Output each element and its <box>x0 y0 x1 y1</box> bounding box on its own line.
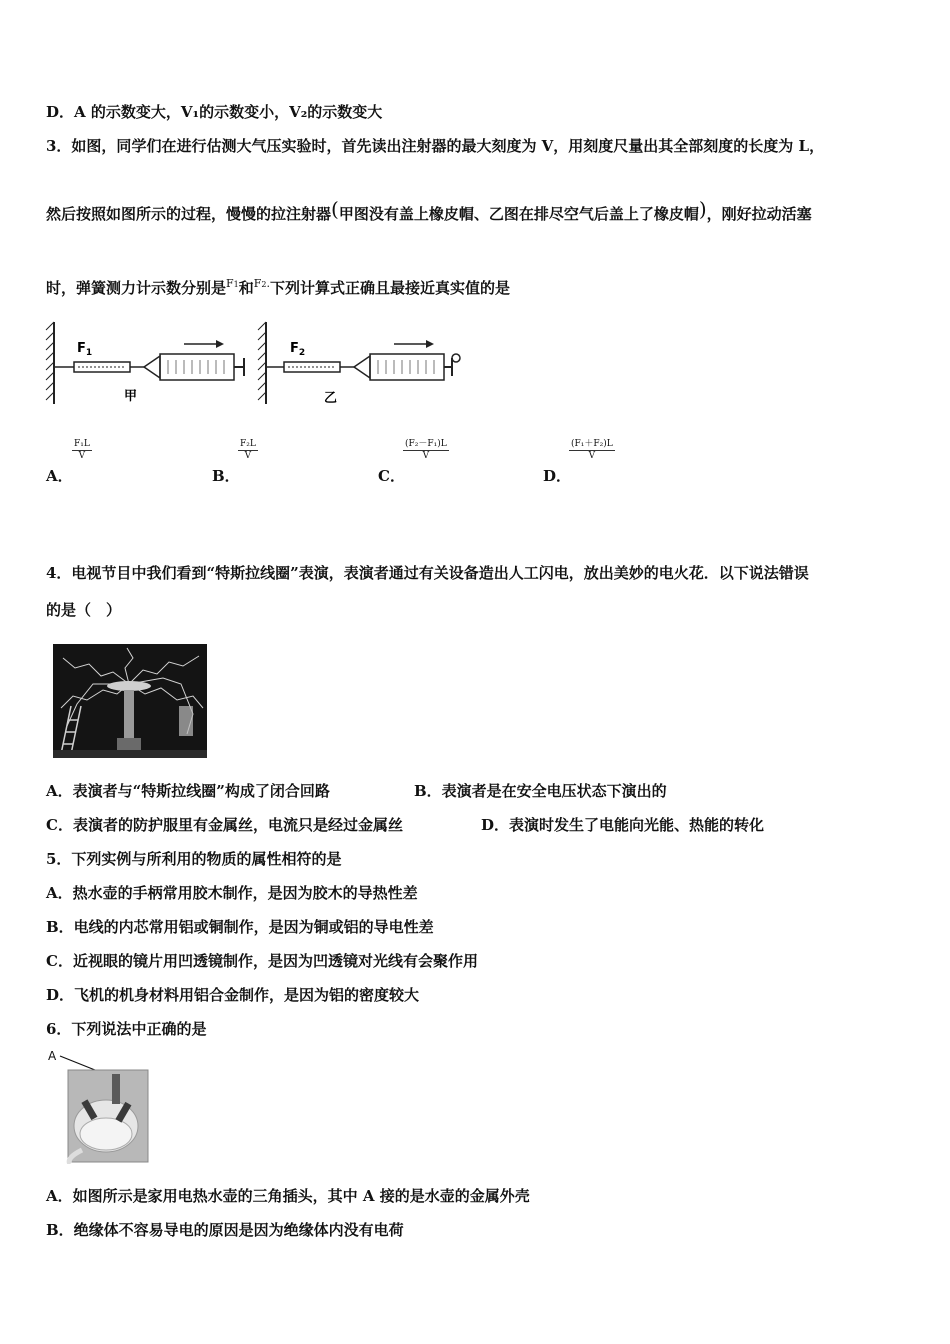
q3-option-a-formula: $\frac{\text{F₁L}}{V}$ <box>74 439 90 461</box>
three-pin-plug-photo <box>46 1046 150 1164</box>
left-caption: 甲 <box>124 389 138 404</box>
syringe-nozzle-right <box>354 356 370 378</box>
q3-stem-line2-c: ，刚好拉动活塞 <box>706 205 812 223</box>
q3-option-a-label: A． <box>46 467 73 485</box>
q4-stem-line1: 4．电视节目中我们看到“特斯拉线圈”表演，表演者通过有关设备造出人工闪电，放出美妙的电火花．以下说法错误 <box>46 564 809 582</box>
q5-option-c: C．近视眼的镜片用凹透镜制作，是因为凹透镜对光线有会聚作用 <box>46 952 478 970</box>
syringe-barrel-left <box>160 354 234 380</box>
tesla-coil-photo <box>53 644 207 758</box>
q3-f2-symbol: F2. <box>253 277 270 290</box>
q6-option-a: A．如图所示是家用电热水壶的三角插头，其中 A 接的是水壶的金属外壳 <box>46 1187 530 1205</box>
q2-option-d: D．A 的示数变大，V₁的示数变小，V₂的示数变大 <box>46 103 383 121</box>
q3-option-d-formula: $\frac{\text{(F₁＋F₂)L}}{V}$ <box>571 439 613 461</box>
q4-stem-line2: 的是（ ） <box>46 601 122 619</box>
q4-option-a: A．表演者与“特斯拉线圈”构成了闭合回路 <box>46 782 330 800</box>
syringe-nozzle-left <box>144 356 160 378</box>
q3-f1-symbol: F1 <box>226 277 239 290</box>
q3-stem-line2-b: 甲图没有盖上橡皮帽、乙图在排尽空气后盖上了橡皮帽 <box>338 205 699 223</box>
q4-option-d: D．表演时发生了电能向光能、热能的转化 <box>481 816 765 834</box>
q5-stem: 5．下列实例与所利用的物质的属性相符的是 <box>46 850 342 868</box>
q4-option-c: C．表演者的防护服里有金属丝，电流只是经过金属丝 <box>46 816 403 834</box>
q5-option-a: A．热水壶的手柄常用胶木制作，是因为胶木的导热性差 <box>46 884 418 902</box>
syringe-experiment-figure <box>44 318 464 410</box>
q3-stem-line1: 3．如图，同学们在进行估测大气压实验时，首先读出注射器的最大刻度为 V，用刻度尺量出其全部刻度的长度为 L， <box>46 137 825 155</box>
q5-option-d: D．飞机的机身材料用铝合金制作，是因为铝的密度较大 <box>46 986 420 1004</box>
wall-hatching-left <box>46 322 54 400</box>
q3-option-b-label: B． <box>212 467 240 485</box>
q3-option-c-label: C． <box>378 467 405 485</box>
q6-stem: 6．下列说法中正确的是 <box>46 1020 207 1038</box>
open-paren-glyph: ( <box>331 197 339 221</box>
q3-stem-line3 <box>46 274 510 298</box>
right-force-label: $F_2$ <box>290 341 306 358</box>
rubber-cap <box>452 354 460 362</box>
q3-stem-line2-a: 然后按照如图所示的过程，慢慢的拉注射器 <box>46 205 332 223</box>
earth-pin <box>112 1074 120 1104</box>
syringe-barrel-right <box>370 354 444 380</box>
close-paren-glyph: ) <box>698 197 707 221</box>
q3-and: 和 <box>238 279 254 297</box>
q3-stem-line3-a: 时，弹簧测力计示数分别是 <box>46 279 227 297</box>
q3-option-b-formula: $\frac{\text{F₂L}}{V}$ <box>240 439 256 461</box>
q3-stem-line3-b: 下列计算式正确且最接近真实值的是 <box>270 279 511 297</box>
q3-option-d-label: D． <box>543 467 572 485</box>
q3-option-c-formula: $\frac{\text{(F₂－F₁)L}}{V}$ <box>405 439 447 461</box>
right-caption: 乙 <box>324 391 338 406</box>
plug-pin-label: A <box>48 1049 57 1063</box>
q4-option-b: B．表演者是在安全电压状态下演出的 <box>414 782 667 800</box>
q5-option-b: B．电线的内芯常用铝或铜制作，是因为铜或铝的导电性差 <box>46 918 434 936</box>
left-force-label: $F_1$ <box>77 341 93 358</box>
q6-option-b: B．绝缘体不容易导电的原因是因为绝缘体内没有电荷 <box>46 1221 404 1239</box>
q3-stem-line2 <box>46 199 812 224</box>
wall-hatching-right <box>258 322 266 400</box>
